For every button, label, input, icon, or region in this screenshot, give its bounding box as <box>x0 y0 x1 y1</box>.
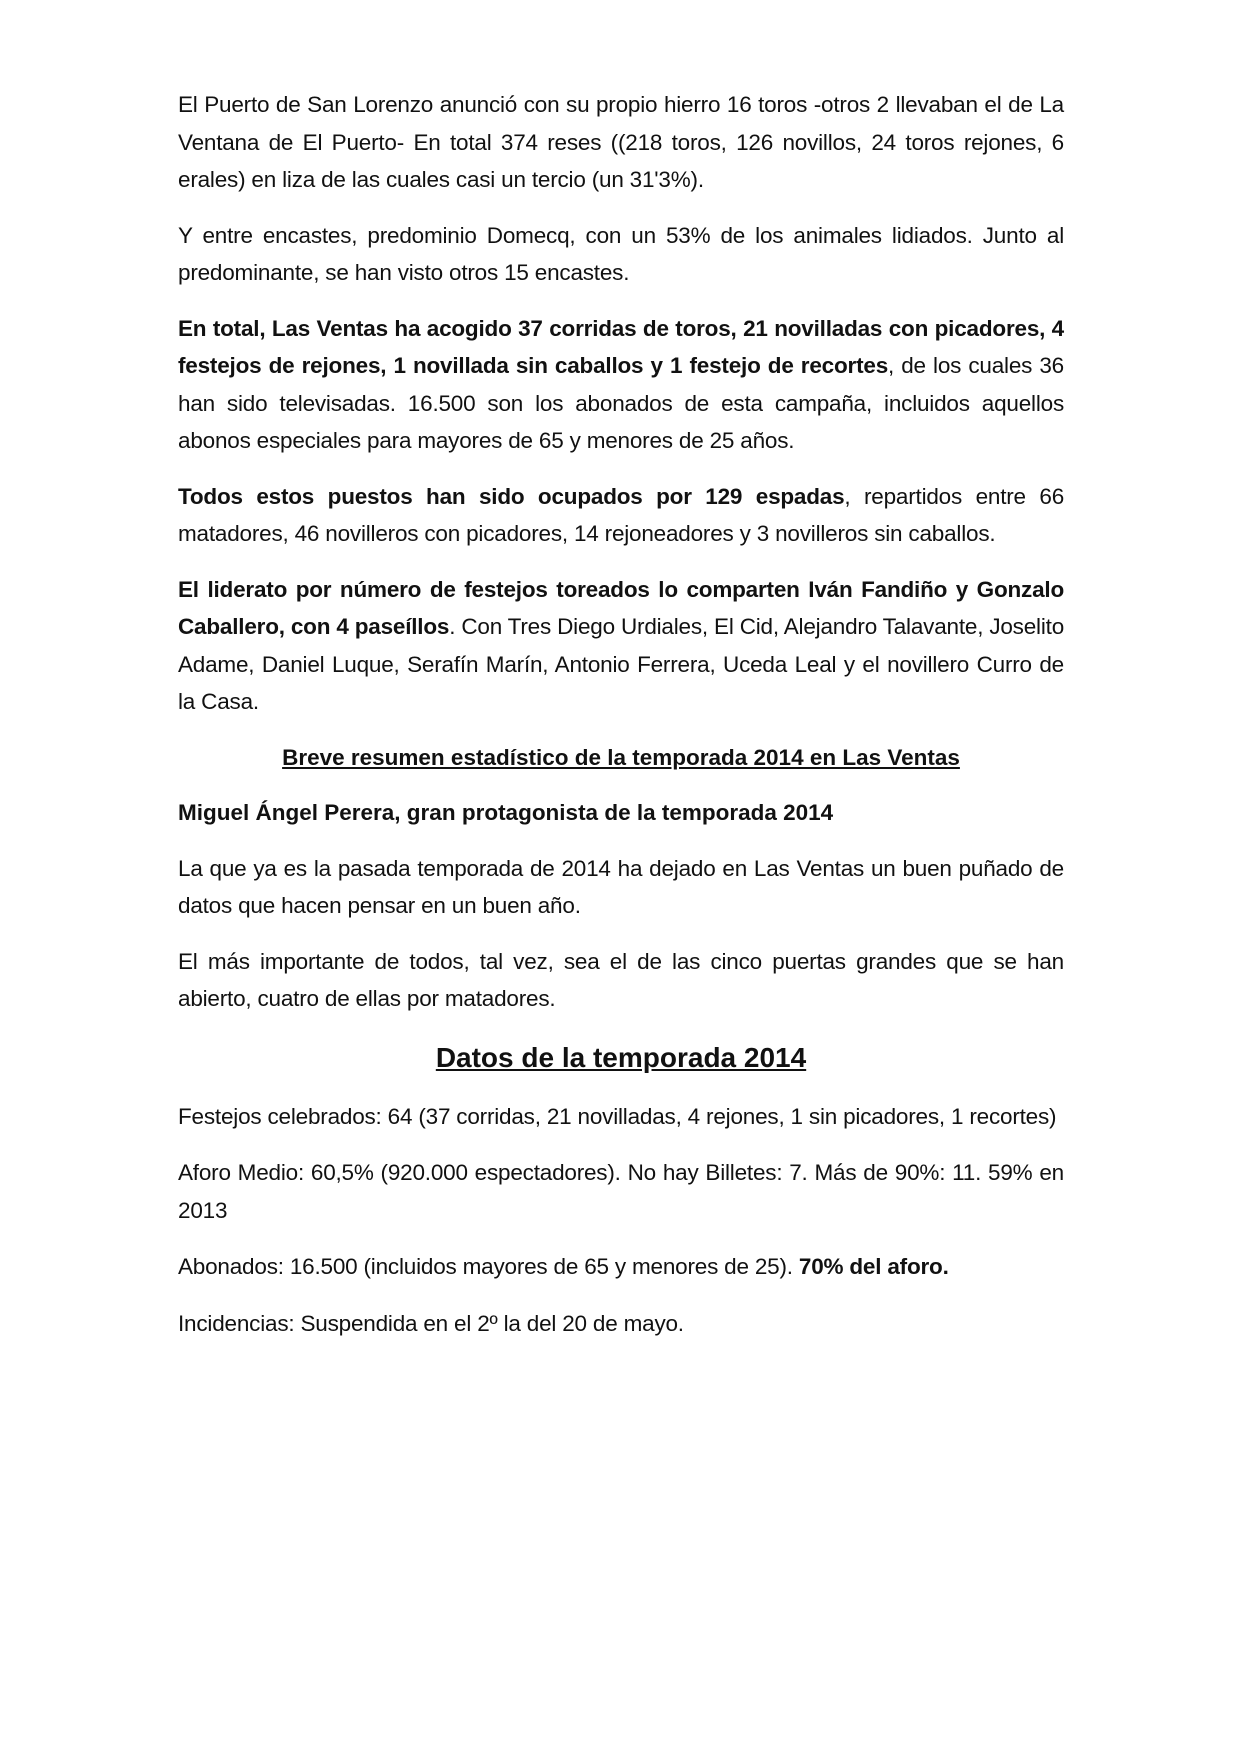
paragraph-encastes <box>178 217 1064 292</box>
stat-festejos <box>178 1098 1064 1136</box>
stat-incidencias <box>178 1305 1064 1343</box>
paragraph-text: Y entre encastes, predominio Domecq, con un 53% de los animales lidiados. Junto al predominante, se han visto otros 15 encastes. <box>178 222 1064 285</box>
paragraph-liderato <box>178 571 1064 721</box>
paragraph-text: , de los cuales 36 han sido televisadas. 16.500 son los abonados de esta campaña, incluidos aquellos abonos especiales para mayores de 65 y menores de 25 años. <box>178 353 1064 453</box>
subheading-perera: Miguel Ángel Perera, gran protagonista de la temporada 2014 <box>178 800 834 825</box>
paragraph-bold-text: Todos estos puestos han sido ocupados por 129 espadas <box>178 483 845 509</box>
stat-bold-text: 70% del aforo. <box>798 1254 949 1279</box>
section-title-datos: Datos de la temporada 2014 <box>435 1041 807 1073</box>
paragraph-bold-text: El liderato por número de festejos toreados lo comparten Iván Fandiño y Gonzalo Caballero, con 4 paseíllos <box>178 576 1064 639</box>
stat-text: Aforo Medio: 60,5% (920.000 espectadores). No hay Billetes: 7. Más de 90%: 11. 59% en 2013 <box>178 1160 1064 1223</box>
document-page <box>178 86 1064 1361</box>
paragraph-puerto-san-lorenzo <box>178 86 1064 199</box>
stat-text: Abonados: 16.500 (incluidos mayores de 65 y menores de 25). <box>178 1254 799 1279</box>
paragraph-puertas-grandes <box>178 943 1064 1018</box>
stat-text: Incidencias: Suspendida en el 2º la del 20 de mayo. <box>178 1310 684 1336</box>
stat-aforo <box>178 1154 1064 1229</box>
paragraph-text: , repartidos entre 66 matadores, 46 novilleros con picadores, 14 rejoneadores y 3 novilleros sin caballos. <box>178 483 1065 546</box>
stat-text: Festejos celebrados: 64 (37 corridas, 21 novilladas, 4 rejones, 1 sin picadores, 1 recortes) <box>178 1103 1057 1129</box>
paragraph-text: El Puerto de San Lorenzo anunció con su propio hierro 16 toros -otros 2 llevaban el de La Ventana de El Puerto- En total 374 reses ((218 toros, 126 novillos, 24 toros rejones, 6 erales) en liza de las cuales casi un tercio (un 31'3%). <box>178 92 1064 192</box>
stat-abonados <box>178 1248 1064 1286</box>
paragraph-espadas <box>178 478 1064 553</box>
paragraph-text: La que ya es la pasada temporada de 2014 ha dejado en Las Ventas un buen puñado de datos que hacen pensar en un buen año. <box>178 855 1064 918</box>
paragraph-bold-text: En total, Las Ventas ha acogido 37 corridas de toros, 21 novilladas con picadores, 4 festejos de rejones, 1 novillada sin caballos y 1 festejo de recortes <box>178 315 1064 378</box>
paragraph-festejos-total <box>178 310 1064 460</box>
paragraph-pasada-temporada <box>178 850 1064 925</box>
paragraph-text: El más importante de todos, tal vez, sea el de las cinco puertas grandes que se han abierto, cuatro de ellas por matadores. <box>178 948 1064 1011</box>
subheading-resumen-estadistico: Breve resumen estadístico de la temporada 2014 en Las Ventas <box>282 744 960 770</box>
paragraph-text: . Con Tres Diego Urdiales, El Cid, Alejandro Talavante, Joselito Adame, Daniel Luque, Serafín Marín, Antonio Ferrera, Uceda Leal y el novillero Curro de la Casa. <box>178 614 1065 714</box>
